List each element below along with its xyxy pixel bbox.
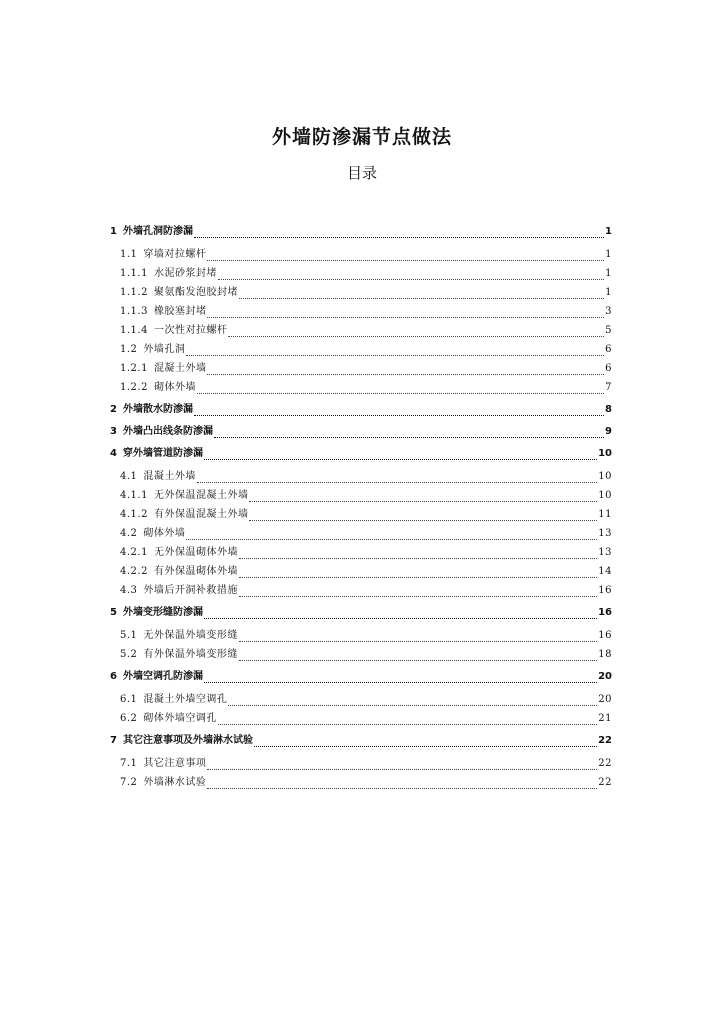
toc-entry-number: 1.1 — [120, 249, 138, 260]
toc-section-entry[interactable] — [110, 581, 612, 600]
toc-entry-label — [120, 302, 206, 321]
toc-section-entry[interactable] — [110, 359, 612, 378]
toc-section-entry[interactable] — [110, 505, 612, 524]
toc-entry-text: 无外保温外墙变形缝 — [143, 630, 238, 641]
toc-dot-leader — [254, 745, 597, 747]
toc-page-number: 6 — [605, 363, 612, 374]
toc-entry-text: 外墙凸出线条防渗漏 — [122, 426, 213, 437]
toc-entry-text: 穿外墙管道防渗漏 — [122, 448, 203, 459]
toc-page-number: 6 — [605, 344, 612, 355]
toc-page-number: 20 — [598, 694, 612, 705]
toc-dot-leader — [239, 557, 597, 559]
toc-section-entry[interactable] — [110, 340, 612, 359]
toc-entry-number: 4.1.2 — [120, 509, 148, 520]
toc-entry-text: 有外保温外墙变形缝 — [143, 649, 238, 660]
toc-section-entry[interactable] — [110, 543, 612, 562]
toc-section-entry[interactable] — [110, 524, 612, 543]
toc-page-number: 11 — [598, 509, 612, 520]
toc-entry-number: 6.2 — [120, 713, 138, 724]
toc-dot-leader — [197, 481, 597, 483]
toc-page-number: 14 — [598, 566, 612, 577]
toc-entry-label — [120, 754, 206, 773]
toc-section-entry[interactable] — [110, 562, 612, 581]
toc-dot-leader — [239, 576, 597, 578]
toc-chapter-entry[interactable] — [110, 445, 612, 463]
toc-section-entry[interactable] — [110, 283, 612, 302]
toc-entry-label — [120, 626, 238, 645]
toc-entry-number: 4 — [110, 448, 117, 459]
toc-dot-leader — [239, 297, 604, 299]
toc-page-number: 22 — [598, 777, 612, 788]
toc-entry-number: 6.1 — [120, 694, 138, 705]
toc-entry-number: 1 — [110, 226, 117, 237]
toc-entry-text: 外墙淋水试验 — [143, 777, 207, 788]
toc-entry-label — [120, 709, 217, 728]
toc-entry-number: 1.1.1 — [120, 268, 148, 279]
toc-entry-text: 外墙后开洞补救措施 — [143, 585, 238, 596]
toc-dot-leader — [249, 500, 597, 502]
toc-entry-label — [120, 524, 185, 543]
toc-entry-label — [110, 668, 203, 686]
toc-section-entry[interactable] — [110, 264, 612, 283]
toc-entry-number: 4.1 — [120, 471, 138, 482]
toc-entry-number: 4.1.1 — [120, 490, 148, 501]
toc-page-number: 16 — [598, 630, 612, 641]
toc-dot-leader — [214, 436, 604, 438]
toc-page-number: 1 — [605, 268, 612, 279]
toc-entry-number: 1.2.1 — [120, 363, 148, 374]
toc-entry-number: 5 — [110, 607, 117, 618]
toc-entry-text: 外墙变形缝防渗漏 — [122, 607, 203, 618]
toc-page-number: 16 — [598, 607, 612, 618]
toc-entry-label — [110, 732, 253, 750]
toc-page-number: 10 — [598, 471, 612, 482]
toc-entry-text: 无外保温混凝土外墙 — [153, 490, 249, 501]
toc-entry-number: 5.1 — [120, 630, 138, 641]
toc-page-number: 10 — [598, 448, 612, 459]
toc-dot-leader — [186, 538, 597, 540]
toc-chapter-entry[interactable] — [110, 604, 612, 622]
toc-entry-label — [110, 223, 193, 241]
toc-dot-leader — [249, 519, 597, 521]
toc-dot-leader — [218, 723, 597, 725]
toc-page-number: 5 — [605, 325, 612, 336]
toc-page-number: 16 — [598, 585, 612, 596]
table-of-contents — [110, 219, 612, 792]
toc-dot-leader — [207, 787, 597, 789]
toc-dot-leader — [204, 617, 597, 619]
toc-entry-text: 外墙孔洞 — [143, 344, 186, 355]
toc-entry-number: 3 — [110, 426, 117, 437]
toc-entry-number: 4.3 — [120, 585, 138, 596]
toc-page-number: 7 — [605, 382, 612, 393]
toc-page-number: 10 — [598, 490, 612, 501]
toc-entry-label — [120, 378, 196, 397]
toc-entry-text: 砌体外墙空调孔 — [143, 713, 217, 724]
toc-page-number: 3 — [605, 306, 612, 317]
toc-entry-number: 7.1 — [120, 758, 138, 769]
toc-dot-leader — [207, 316, 604, 318]
toc-chapter-entry[interactable] — [110, 223, 612, 241]
toc-entry-label — [120, 505, 248, 524]
toc-chapter-entry[interactable] — [110, 668, 612, 686]
toc-entry-label — [120, 245, 206, 264]
toc-section-entry[interactable] — [110, 321, 612, 340]
toc-section-entry[interactable] — [110, 626, 612, 645]
toc-section-entry[interactable] — [110, 709, 612, 728]
toc-entry-number: 7 — [110, 735, 117, 746]
toc-section-entry[interactable] — [110, 773, 612, 792]
toc-entry-text: 穿墙对拉螺杆 — [143, 249, 207, 260]
toc-entry-label — [120, 562, 238, 581]
toc-page-number: 1 — [605, 287, 612, 298]
toc-entry-text: 混凝土外墙 — [153, 363, 207, 374]
toc-dot-leader — [207, 259, 604, 261]
toc-page-number: 21 — [598, 713, 612, 724]
toc-entry-label — [120, 359, 206, 378]
toc-entry-number: 4.2 — [120, 528, 138, 539]
toc-dot-leader — [228, 335, 604, 337]
toc-dot-leader — [204, 681, 597, 683]
toc-entry-label — [120, 773, 206, 792]
toc-entry-number: 1.2 — [120, 344, 138, 355]
toc-entry-text: 其它注意事项及外墙淋水试验 — [122, 735, 253, 746]
toc-entry-text: 混凝土外墙 — [143, 471, 196, 482]
toc-dot-leader — [194, 236, 604, 238]
toc-chapter-entry[interactable] — [110, 401, 612, 419]
toc-entry-label — [120, 340, 185, 359]
toc-chapter-entry[interactable] — [110, 423, 612, 441]
toc-dot-leader — [207, 373, 604, 375]
toc-entry-text: 外墙散水防渗漏 — [122, 404, 193, 415]
toc-page-number: 18 — [598, 649, 612, 660]
toc-entry-number: 1.1.4 — [120, 325, 148, 336]
toc-entry-label — [120, 486, 248, 505]
toc-page-number: 20 — [598, 671, 612, 682]
toc-entry-label — [120, 321, 227, 340]
toc-page-number: 13 — [598, 528, 612, 539]
toc-entry-number: 4.2.1 — [120, 547, 148, 558]
toc-dot-leader — [186, 354, 604, 356]
toc-heading: 目录 — [346, 164, 377, 182]
toc-entry-label — [120, 283, 238, 302]
toc-entry-text: 有外保温混凝土外墙 — [153, 509, 249, 520]
document-title: 外墙防渗漏节点做法 — [271, 126, 452, 148]
toc-page-number: 8 — [605, 404, 612, 415]
toc-section-entry[interactable] — [110, 467, 612, 486]
toc-page-number: 13 — [598, 547, 612, 558]
toc-entry-label — [120, 543, 238, 562]
toc-entry-label — [120, 264, 217, 283]
toc-entry-text: 水泥砂浆封堵 — [153, 268, 217, 279]
toc-page-number: 1 — [605, 226, 612, 237]
toc-section-entry[interactable] — [110, 645, 612, 664]
toc-entry-text: 一次性对拉螺杆 — [153, 325, 228, 336]
toc-entry-number: 5.2 — [120, 649, 138, 660]
toc-entry-label — [110, 401, 193, 419]
toc-entry-label — [120, 581, 238, 600]
toc-entry-label — [110, 445, 203, 463]
toc-dot-leader — [218, 278, 604, 280]
toc-entry-number: 1.1.3 — [120, 306, 148, 317]
toc-entry-number: 7.2 — [120, 777, 138, 788]
toc-entry-text: 聚氨酯发泡胶封堵 — [153, 287, 238, 298]
toc-entry-number: 4.2.2 — [120, 566, 148, 577]
toc-section-entry[interactable] — [110, 302, 612, 321]
toc-entry-label — [120, 467, 196, 486]
toc-entry-number: 1.1.2 — [120, 287, 148, 298]
toc-entry-text: 砌体外墙 — [143, 528, 186, 539]
toc-entry-number: 1.2.2 — [120, 382, 148, 393]
toc-entry-label — [120, 645, 238, 664]
toc-entry-label — [120, 690, 227, 709]
toc-section-entry[interactable] — [110, 754, 612, 773]
toc-dot-leader — [194, 414, 604, 416]
toc-dot-leader — [207, 768, 597, 770]
toc-dot-leader — [239, 659, 597, 661]
toc-section-entry[interactable] — [110, 245, 612, 264]
toc-entry-text: 橡胶塞封堵 — [153, 306, 207, 317]
toc-entry-number: 2 — [110, 404, 117, 415]
toc-entry-text: 有外保温砌体外墙 — [153, 566, 238, 577]
toc-dot-leader — [239, 640, 597, 642]
toc-entry-text: 外墙空调孔防渗漏 — [122, 671, 203, 682]
toc-entry-label — [110, 604, 203, 622]
toc-dot-leader — [239, 595, 597, 597]
toc-dot-leader — [228, 704, 597, 706]
toc-page-number: 22 — [598, 735, 612, 746]
toc-page-number: 1 — [605, 249, 612, 260]
toc-entry-text: 外墙孔洞防渗漏 — [122, 226, 193, 237]
toc-section-entry[interactable] — [110, 378, 612, 397]
toc-section-entry[interactable] — [110, 690, 612, 709]
toc-section-entry[interactable] — [110, 486, 612, 505]
toc-page-number: 9 — [605, 426, 612, 437]
toc-entry-text: 混凝土外墙空调孔 — [143, 694, 228, 705]
toc-entry-text: 无外保温砌体外墙 — [153, 547, 238, 558]
toc-dot-leader — [197, 392, 604, 394]
toc-entry-label — [110, 423, 213, 441]
toc-page-number: 22 — [598, 758, 612, 769]
toc-entry-number: 6 — [110, 671, 117, 682]
toc-dot-leader — [204, 458, 597, 460]
toc-entry-text: 砌体外墙 — [153, 382, 196, 393]
toc-entry-text: 其它注意事项 — [143, 758, 207, 769]
toc-chapter-entry[interactable] — [110, 732, 612, 750]
